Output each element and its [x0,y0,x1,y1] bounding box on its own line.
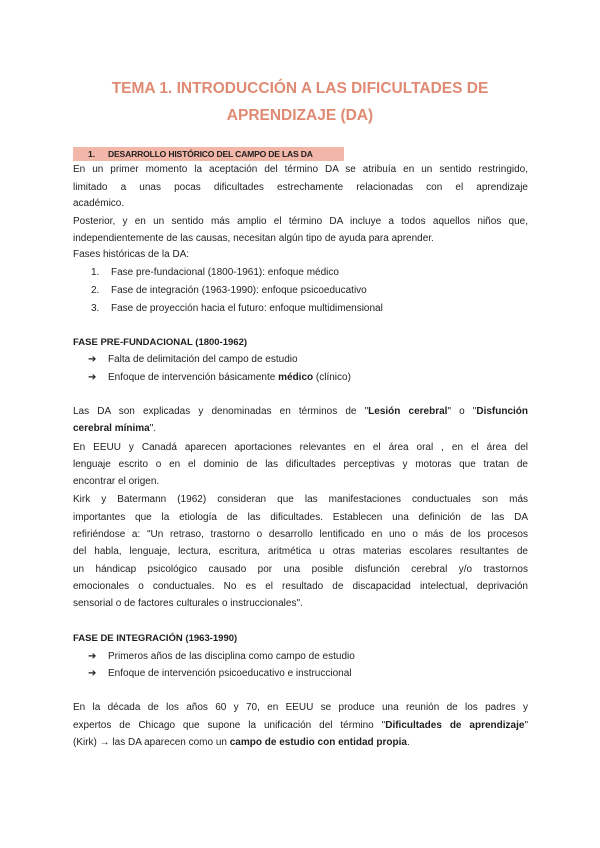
subsection-heading-integracion: FASE DE INTEGRACIÓN (1963-1990) [73,633,238,644]
paragraph-line: lenguaje escrito o en el dominio de las dificultades perceptivas y motoras que tratan de [73,459,528,470]
document-title-line-1: TEMA 1. INTRODUCCIÓN A LAS DIFICULTADES DE [111,80,489,97]
arrow-right-icon: ➔ [88,668,97,679]
paragraph-line: un hándicap psicológico causado por una posible disfunción cerebral y/o trastornos [73,564,528,575]
subsection-heading-prefundacional: FASE PRE-FUNDACIONAL (1800-1962) [73,337,248,348]
list-text: Falta de delimitación del campo de estudio [108,354,298,365]
text-run: expertos de Chicago que supone la unificación del término " [73,720,386,731]
bold-text: cerebral mínima [73,423,150,434]
paragraph-line: En la década de los años 60 y 70, en EEUU se produce una reunión de los padres y [73,702,528,713]
list-number: 3. [91,303,100,314]
list-text: Primeros años de las disciplina como campo de estudio [108,651,355,662]
paragraph-line: emocionales o conductuales. No es el resultado de discapacidad intelectual, deprivación [73,581,528,592]
text-run: . [406,737,410,748]
paragraph-line: refiriéndose a: "Un retraso, trastorno o desarrollo lentificado en uno o más de los procesos [73,529,528,540]
arrow-right-icon: ➔ [88,354,97,365]
list-number: 2. [91,285,100,296]
text-run: ". [149,423,157,434]
paragraph-line: En un primer momento la aceptación del término DA se atribuía en un sentido restringido, [73,164,528,175]
paragraph-line: Kirk y Batermann (1962) consideran que las manifestaciones conductuales son más [73,494,528,505]
section-heading: DESARROLLO HISTÓRICO DEL CAMPO DE LAS DA [108,149,313,159]
bold-text: Lesión cerebral [368,406,448,417]
list-text: Fase de proyección hacia el futuro: enfoque multidimensional [111,303,383,314]
text-run: (clínico) [313,372,351,383]
text-run: Las DA son explicadas y denominadas en términos de " [73,406,369,417]
bold-text: Dificultades de aprendizaje [385,720,525,731]
list-number: 1. [91,267,100,278]
arrow-right-icon: ➔ [88,651,97,662]
phases-label: Fases históricas de la DA: [73,249,190,260]
bold-text: Disfunción [476,406,529,417]
paragraph-line: En EEUU y Canadá aparecen aportaciones relevantes en el área oral , en el área del [73,442,528,453]
list-text: Fase pre-fundacional (1800-1961): enfoque médico [111,267,339,278]
paragraph-line: encontrar el origen. [73,476,160,487]
paragraph-line [73,405,528,419]
paragraph-line [73,736,410,750]
arrow-right-icon: ➔ [88,372,97,383]
list-text [108,371,351,385]
section-number: 1. [88,149,96,159]
text-run: Enfoque de intervención básicamente [108,372,279,383]
list-text: Fase de integración (1963-1990): enfoque psicoeducativo [111,285,367,296]
paragraph-line: independientemente de las causas, necesitan algún tipo de ayuda para aprender. [73,233,434,244]
paragraph-line: Posterior, y en un sentido más amplio el término DA incluye a todos aquellos niños que, [73,216,528,227]
bold-text: campo de estudio con entidad propia [229,737,407,748]
paragraph-line: académico. [73,198,125,209]
document-title-line-2: APRENDIZAJE (DA) [226,107,374,124]
paragraph-line: sensorial o de factores culturales o instruccionales". [73,598,303,609]
text-run: (Kirk) → las DA aparecen como un [73,737,230,748]
text-run: " o " [447,406,477,417]
paragraph-line: del habla, lenguaje, lectura, escritura, aritmética u otras materias escolares resultantes de [73,546,528,557]
paragraph-line [73,719,528,733]
bold-text: médico [278,372,314,383]
text-run: " [524,720,528,731]
list-text: Enfoque de intervención psicoeducativo e instruccional [108,668,352,679]
paragraph-line: limitado a unas pocas dificultades estrechamente relacionadas con el aprendizaje [73,182,528,193]
paragraph-line [73,422,156,436]
section-heading-highlight [73,147,344,161]
paragraph-line: importantes que la etiología de las dificultades. Establecen una definición de las DA [73,512,528,523]
